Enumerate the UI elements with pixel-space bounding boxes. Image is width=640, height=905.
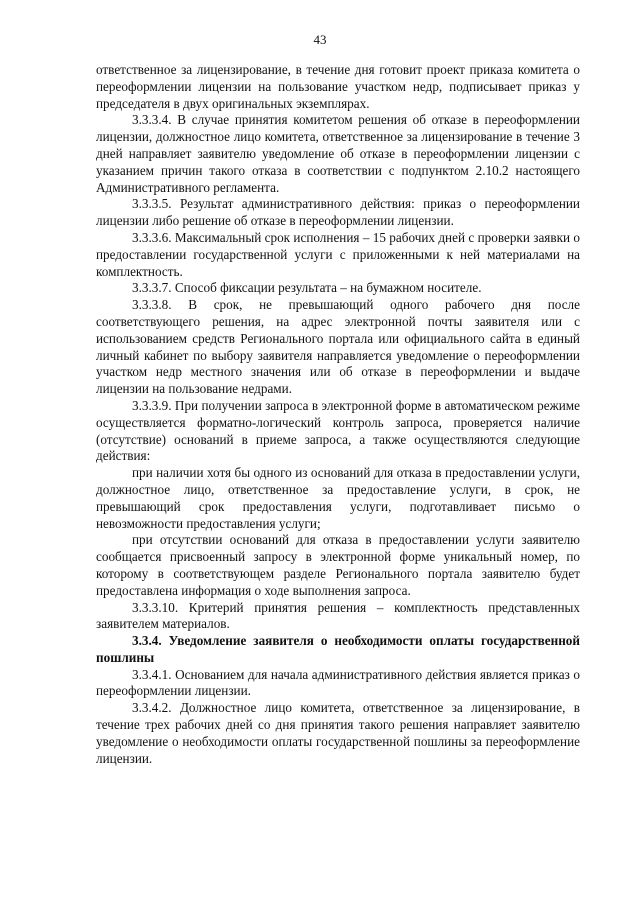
page-number: 43 [313, 32, 327, 47]
paragraph-3-3-3-5: 3.3.3.5. Результат административного действия: приказ о переоформлении лицензии либо решение об отказе в переоформлении лицензии. [96, 196, 580, 229]
section-heading-3-3-4: 3.3.4. Уведомление заявителя о необходимости оплаты государственной пошлины [96, 633, 580, 665]
paragraph-refusal-action: при наличии хотя бы одного из оснований для отказа в предоставлении услуги, должностное лицо, ответственное за предоставление услуги, в срок, не превышающий срок предоставления услуги, подготавливает письмо о невозможности предоставления услуги; [96, 465, 580, 531]
paragraph-3-3-3-4: 3.3.3.4. В случае принятия комитетом решения об отказе в переоформлении лицензии, должностное лицо комитета, ответственное за лицензирование в течение 3 дней направляет заявителю уведомление об отказе в переоформлении лицензии с указанием причин такого отказа в соответствии с подпунктом 2.10.2 настоящего Административного регламента. [96, 112, 580, 195]
paragraph-3-3-3-8: 3.3.3.8. В срок, не превышающий одного рабочего дня после соответствующего решения, на адрес электронной почты заявителя или с использованием средств Регионального портала или официального сайта в единый личный кабинет по выбору заявителя направляется уведомление о переоформлении участком недр местного значения или об отказе в переоформлении и выдаче лицензии на пользование недрами. [96, 297, 580, 397]
paragraph-continuation: ответственное за лицензирование, в течение дня готовит проект приказа комитета о переоформлении лицензии на пользование участком недр, подписывает приказ у председателя в двух оригинальных экземплярах. [96, 62, 580, 111]
paragraph-3-3-3-10: 3.3.3.10. Критерий принятия решения – комплектность представленных заявителем материалов. [96, 599, 580, 632]
paragraph-3-3-3-7: 3.3.3.7. Способ фиксации результата – на бумажном носителе. [132, 280, 482, 296]
paragraph-3-3-3-9: 3.3.3.9. При получении запроса в электронной форме в автоматическом режиме осуществляется форматно-логический контроль запроса, проверяется наличие (отсутствие) оснований в приеме запроса, а также осуществляются следующие действия: [96, 397, 580, 464]
paragraph-3-3-4-2: 3.3.4.2. Должностное лицо комитета, ответственное за лицензирование, в течение трех рабочих дней со дня принятия такого решения направляет заявителю уведомление о необходимости оплаты государственной пошлины за переоформление лицензии. [96, 700, 580, 766]
paragraph-no-refusal-action: при отсутствии оснований для отказа в предоставлении услуги заявителю сообщается присвоенный запросу в электронной форме уникальный номер, по которому в соответствующем разделе Регионального портала заявителю будет предоставлена информация о ходе выполнения запроса. [96, 532, 580, 598]
paragraph-3-3-4-1: 3.3.4.1. Основанием для начала административного действия является приказ о переоформлении лицензии. [96, 666, 580, 699]
paragraph-3-3-3-6: 3.3.3.6. Максимальный срок исполнения – 15 рабочих дней с проверки заявки о предоставлении государственной услуги с приложенными к ней материалами на комплектность. [96, 229, 580, 279]
document-body [96, 62, 580, 767]
